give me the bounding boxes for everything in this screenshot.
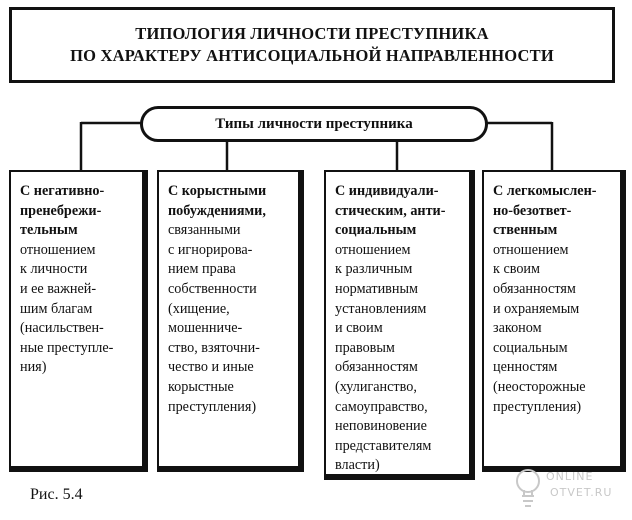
- type-4-line-3: обязанностям: [493, 280, 576, 297]
- type-box-negative: [9, 170, 148, 472]
- type-2-line-7: ство, взяточни-: [168, 339, 260, 356]
- type-2-line-6: мошенниче-: [168, 320, 243, 337]
- type-3-line-1: отношением: [335, 241, 411, 258]
- type-4-line-1: отношением: [493, 241, 569, 258]
- type-1-line-1: отношением: [20, 241, 96, 258]
- type-3-line-4: установлениям: [335, 300, 427, 317]
- type-2-bold-1: С корыстными: [168, 183, 267, 199]
- type-2-line-9: корыстные: [168, 378, 234, 395]
- title-line-1: ТИПОЛОГИЯ ЛИЧНОСТИ ПРЕСТУПНИКА: [135, 24, 489, 43]
- type-1-line-5: (насильствен-: [20, 320, 104, 337]
- type-3-line-6: правовым: [335, 339, 395, 356]
- type-4-line-7: ценностям: [493, 359, 558, 376]
- type-4-line-9: преступления): [493, 398, 582, 415]
- type-2-line-2: с игнорирова-: [168, 241, 253, 258]
- type-2-line-5: (хищение,: [168, 300, 230, 317]
- type-3-line-2: к различным: [335, 261, 413, 278]
- type-3-line-10: неповиновение: [335, 418, 427, 435]
- type-4-line-8: (неосторожные: [493, 378, 586, 395]
- watermark-line-1: ONLINE: [546, 470, 594, 483]
- title-line-2: ПО ХАРАКТЕРУ АНТИСОЦИАЛЬНОЙ НАПРАВЛЕННОСТИ: [70, 46, 554, 65]
- type-3-line-11: представителям: [335, 437, 432, 454]
- type-4-bold-1: С легкомыслен-: [493, 183, 597, 199]
- watermark: [512, 466, 628, 512]
- type-4-line-5: законом: [493, 320, 542, 337]
- type-4-line-6: социальным: [493, 339, 568, 356]
- type-4-line-2: к своим: [493, 261, 541, 278]
- type-box-mercenary: [157, 170, 304, 472]
- type-2-bold-2: побуждениями,: [168, 202, 266, 219]
- type-2-line-1: связанными: [168, 222, 241, 239]
- type-3-bold-1: С индивидуали-: [335, 183, 439, 199]
- type-1-line-4: шим благам: [20, 300, 93, 317]
- type-box-negligent: [482, 170, 626, 472]
- type-1-line-3: и ее важней-: [20, 280, 97, 297]
- type-1-bold-1: С негативно-: [20, 183, 105, 199]
- type-1-line-7: ния): [20, 359, 47, 376]
- type-4-line-4: и охраняемым: [493, 300, 580, 317]
- type-3-line-7: обязанностям: [335, 359, 418, 376]
- lightbulb-icon: [512, 466, 544, 510]
- type-1-line-6: ные преступле-: [20, 339, 114, 356]
- type-2-line-3: нием права: [168, 261, 236, 278]
- type-3-bold-3: социальным: [335, 222, 417, 239]
- type-2-line-4: собственности: [168, 280, 257, 297]
- type-3-line-9: самоуправство,: [335, 398, 428, 415]
- type-3-line-8: (хулиганство,: [335, 378, 417, 395]
- figure-caption: Рис. 5.4: [30, 486, 83, 503]
- type-3-line-3: нормативным: [335, 280, 418, 297]
- type-4-bold-2: но-безответ-: [493, 202, 572, 219]
- type-1-bold-2: пренебрежи-: [20, 202, 102, 219]
- watermark-line-2: OTVET.RU: [550, 486, 613, 499]
- type-3-bold-2: стическим, анти-: [335, 202, 446, 219]
- type-1-bold-3: тельным: [20, 222, 78, 239]
- type-3-line-12: власти): [335, 457, 380, 474]
- type-box-individualistic: [324, 170, 475, 480]
- type-2-line-10: преступления): [168, 398, 257, 415]
- type-1-line-2: к личности: [20, 261, 88, 278]
- type-4-bold-3: ственным: [493, 222, 558, 239]
- type-2-line-8: чество и иные: [168, 359, 254, 376]
- root-label: Типы личности преступника: [215, 115, 413, 132]
- root-node: [140, 106, 488, 142]
- type-3-line-5: и своим: [335, 320, 383, 337]
